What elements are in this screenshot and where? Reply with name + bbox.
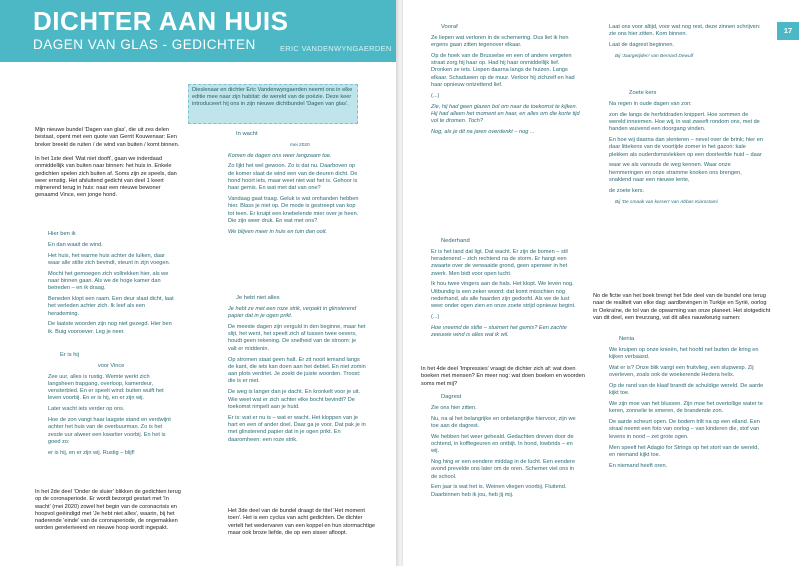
- poem-title: In wacht: [236, 131, 258, 137]
- poem-je-hebt-niet-alles: [228, 295, 366, 447]
- poem-stanza: En dan waait de wind.: [48, 241, 103, 248]
- poem-title: Er is hij: [60, 352, 80, 358]
- poem-stanza: Men speelt het Adagio for Strings op het stort van de wereld, en niemand kijkt toe.: [609, 444, 759, 458]
- body-paragraph: In het 4de deel 'Impressies' vraagt de dichter zich af: wat doen boeken met mensen? En meer nog: wat doen boeken en woorden soms met mij?: [421, 366, 585, 387]
- poem-stanza: De weg is langer dan je dacht. En kronkelt voor je uit. Wie weet wat er zich achter elke bocht bevindt? De toekomst rimpelt aan je huid.: [228, 389, 361, 410]
- poem-stanza: Laat de dagrest beginnen.: [609, 42, 675, 49]
- poem-stanza: Na regen in oude dagen van zon:: [609, 100, 692, 107]
- poem-stanza: Er is het land dat ligt. Dat wacht. Er zijn de bomen – stil heradenend – zich rechtend na de storm. Er hangt een zwaarte over de verwaaide grond, geen spenwer in het zwerk. Men bidt voor open lucht.: [431, 248, 568, 277]
- poem-stanza: Het huis, het warme huis achter de luiken, daar waar alle stilte zich bevindt, steunt in zijn voegen.: [48, 252, 171, 266]
- poem-stanza: Zie, hij had geen glazen bol om naar de toekomst te kijken. Hij had alleen het moment en haar, en alles om die korte tijd vol te dromen. Toch?: [431, 103, 580, 125]
- poem-dagrest-continued: [609, 24, 769, 64]
- poem-stanza: Op stromen staat geen halt. Er zit nooit iemand langs de kant, die iets kan doen aan het debiet. En niet zomin aan plots verdriet. Je zoekt de juiste woorden. Troost: die is er niet.: [228, 356, 366, 385]
- poem-stanza: (...): [431, 92, 440, 99]
- poem-source: Bij 'De smaak van kersen' van Abbas Kiarostami: [615, 199, 718, 205]
- poem-title: Nederhand: [441, 238, 470, 244]
- poem-stanza: Een jaar is wat het is. Weinen vliegen voorbij. Fluitend. Daarbinnen heb ik jou, heb jij mij.: [431, 484, 567, 498]
- poem-stanza: Hoe de zon vangt haar laagste stand en verdwijnt achter het huis van de overbuurman. Zo is het zesde uur alweer een kwartier voorbij. En het is goed zo:: [48, 417, 171, 445]
- poem-stanza: Zie ons hier zitten.: [431, 404, 477, 411]
- poem-stanza: de zoete kers.: [609, 187, 645, 194]
- article-author: ERIC VANDENWYNGAERDEN: [280, 44, 392, 53]
- poem-stanza: Laat ons voor altijd, voor wat nog rest, deze zinnen schrijven: zie ons hier zitten. Kom binnen.: [609, 24, 761, 38]
- poem-er-is-hij: [48, 352, 176, 461]
- poem-dagrest: [431, 394, 581, 503]
- poem-stanza: De meeste dagen zijn verguld in den beginne, maar het slijt, het went, het speelt zich af tussen twee oevers, houdt geen rekening. De snelheid van de stroom: je valt er middenin.: [228, 323, 366, 352]
- poem-stanza: Ze liepen wat verloren in de schemering. Dus liet ik hen ergens gaan zitten tegenover elkaar.: [431, 34, 569, 49]
- poem-stanza: (...): [431, 314, 440, 321]
- poem-stanza: Zo lijkt het wel gewoon. Zo is dat nu. Daarboven op de komer slaat de wind een van de deuren dicht. De hond hoort iets, maar weet niet wat het is. Gehoor is haar gemis. En wat met dat van one?: [228, 163, 358, 192]
- poem-title: Vooraf: [441, 24, 458, 30]
- right-page: [403, 0, 799, 566]
- poem-stanza: Nu, na al het belangrijke en onbelangrijke hiervoor, zijn we toe aan de dagrest.: [431, 415, 576, 429]
- poem-title: Je hebt niet alles: [236, 295, 280, 301]
- book-gutter: [396, 0, 403, 566]
- intro-text: Dieslenaar en dichter Eric Vandenwyngaerden neemt ons in elke editie mee naar zijn habitat: de wereld van de poëzie. Deze keer introduceert hij ons in zijn nieuwe dichtbundel 'Dagen van glas'.: [192, 87, 353, 108]
- poem-stanza: Ik hou twee vingers aan de hals. Het klopt. We leven nog. Uitbundig is een zeker woord: dat komt misschien nog nederhand, als alle haarden zijn gedoofd. Als we de lust weer onder ogen zien en onze zoete strijd opnieuw begint.: [431, 281, 576, 310]
- poem-stanza: Nog hing er een eendere middag in de lucht. Een eendere avond prevelde ons later om de oren. Schemer viel ons in de school.: [431, 459, 575, 480]
- poem-stanza: Nog, als je dit na jaren overdenkt – nog ...: [431, 129, 535, 136]
- poem-stanza: Mocht het gemoegen zich vollrekken hier, als we naar binnen gaan. Als we de hoge kamer dan betreden – en ik draag.: [48, 270, 169, 292]
- poem-stanza: Je hebt ze met een roze strik, verpakt in glinsterend papier dat in je ogen prikt.: [228, 305, 357, 320]
- page-number: 17: [777, 22, 799, 40]
- poem-stanza: Hoe vreemd de stilte – stuimert het gemis? Een zachte zeeuwie wind is alles wat ik wil.: [431, 324, 567, 339]
- poem-title: Dagrest: [441, 394, 462, 400]
- poem-stanza: Vandaag gaat traag. Geluk is wat omhanden hebben hier. Blass je niet op. De mode is gestreept van kop tot teen. Er kruipt een knebelende mier over je heen. Die zijn weer druk. En wat met ons?: [228, 196, 359, 224]
- poem-stanza: er is hij, en er zijn wij. Rustig – blijf!: [48, 449, 135, 456]
- poem-stanza: Wat er is? Onze blik vangt een fruitvlieg, een slupwesp. Zij overleven, zoals ook de woekerende Hedera helix.: [609, 364, 754, 379]
- body-paragraph: No de fictie van het boek brengt het 5de deel van de bundel ons terug naar de realiteit van elke dag: aardbevingen in Turkije en Syrië, oorlog in Oekraïne, de tol van de opwarming van onze planeet. Het slotgedicht van dit deel, een treurzang, vat dit alles nauwkeurig samen:: [593, 293, 771, 321]
- poem-stanza: Er is: wat er nu is – wat er wacht. Het kloppen van je hart en een of ander doel. Daar ga je voor. Dat pak je in met glinsterend papier dat in je ogen prikt. En daaromheen: een roze strik.: [228, 414, 366, 443]
- poem-stanza: zon die langs de herfstdraden knippert. Hoe sommen de wereld inneemen. Hoe wij, in wat zweeft rondom ons, met de handen wuivend een doorgang vinden.: [609, 111, 760, 133]
- body-paragraph: Mijn nieuwe bundel 'Dagen van glas', die uit zes delen bestaat, opent met een quote van Gerrit Kouwenaar: Een breker breekt de ruiten / de wind van buiten / komt binnen.: [35, 127, 180, 148]
- poem-stanza: waar we als vanouds de weg kennen. Waar onze hemmeringen en onze stramme knoken ons brengen, snaklend naar een nieuwe lente,: [609, 162, 742, 183]
- poem-date: mei 2020: [290, 142, 310, 148]
- poem-stanza: Op de rand van de klaaf brandt de schuldige wereld. De aarde kijkt toe.: [609, 382, 764, 397]
- poem-hier-ben-ik: [48, 231, 176, 340]
- poem-in-wacht: [228, 131, 360, 240]
- body-paragraph: In het 2de deel 'Onder de sluier' blikken de gedichten terug op de coronaperiode. Er wordt bezorgd gestart met 'In wacht' (mei 2020) zowel het begin van de coronacrisis en hoopvol geëindigd met 'Je hebt niet alles', waarin, bij het naderende 'einde' van de coronaperiode, de ongemakken worden gereleriveerd en nieuwe hoop wordt ingepakt.: [35, 489, 181, 532]
- body-paragraph: Het 3de deel van de bundel draagt de titel 'Het moment toen'. Het is een cyclus van acht gedichten. De dichter vertelt het wedervaren van een koppel en hun stormachtige maar ook broze liefde, die op een sisser afloopt.: [228, 508, 376, 536]
- poem-stanza: En hoe wij daarna dan slenteren – nevel over de brink; hier en daar littekens van de voortijde zomer in het gazon: kale plekken als ouderdomsvlekken op een doorleefde huid – daar: [609, 136, 763, 158]
- poem-stanza: De aarde scheurt open. De bodem trilt na op een eiland. Een straal neemt een foto van oorlog – van kinderen die, stof van levens in nood – zet grote ogen.: [609, 419, 760, 440]
- article-title: DICHTER AAN HUIS: [33, 6, 289, 36]
- article-header: [0, 0, 396, 62]
- poem-stanza: We kruipen op onze knieën, het hoofd net buiten de kring en kijken verbaasd.: [609, 346, 759, 361]
- poem-source: Bij 'Jaargetijden' van Bernard Dewulf: [615, 53, 694, 59]
- poem-dedication: voor Vince: [98, 362, 125, 369]
- poem-stanza: Op de hoek van de Brusselse en een of andere vergeten straat zorg hij haar op. Had hij haar onmiddellijk lief. Dronken ze iets. Liepen daarna langs de huizen. Langs elkaar. Schaduwen op de muur. Verloor hij zichzelf en had haar opnieuw ontzettend lief.: [431, 52, 575, 89]
- poem-nederhand: [431, 238, 581, 343]
- poem-nenia: [609, 336, 765, 473]
- poem-stanza: Beneden klopt een raam. Een deur slaat dicht, laat het verleden achter zich. Ik leef als een herademing.: [48, 296, 174, 317]
- poem-title: Hier ben ik: [48, 231, 76, 237]
- poem-stanza: We hebben het weer geheald. Gedachten dreven door de ochtend, in koffiegeuren en ontbijt. In hond, lowbrids – en wij.: [431, 433, 574, 455]
- poem-title: Nenia: [619, 336, 635, 342]
- poem-stanza: En niemand heeft oren.: [609, 462, 668, 469]
- poem-zoete-kers: [609, 90, 765, 209]
- poem-stanza: Zee uur, alles is rustig. Wemte werkt zich langsheen trapgang, overloop, kamerdeur, vensterbled. En er speelt wind: buiten wuift het leven voorbij. En er is hij, en er zijn wij.: [48, 373, 164, 402]
- body-paragraph: In het 1ste deel 'Wat niet dooft', gaan we inderdaad onmiddellijk van buiten naar binnen: het huis in. Enkele gedichten spelen zich buiten af. Soms zijn ze speels, dan weer ernstig. Het afsluitend gedicht van deel 1 keert mijmerend terug in huis: naar een nieuwe bewoner genaamd Vince, een jonge hond.: [35, 156, 177, 199]
- poem-stanza: We zijn moe van het blussen. Zijn moe het overtollige water te keren, zonnelie te smeren, de brandende zon.: [609, 401, 763, 415]
- poem-stanza: De laatste woorden zijn nog niet gezegd. Hier ben ik. Buig vooroever. Leg je neer.: [48, 321, 172, 335]
- poem-stanza: Later wacht iets verder op ons.: [48, 406, 125, 413]
- poem-vooraf: [431, 24, 581, 140]
- poem-title: Zoete kers: [629, 90, 657, 96]
- article-subtitle: DAGEN VAN GLAS - GEDICHTEN: [33, 37, 256, 52]
- left-page: [0, 0, 396, 566]
- poem-stanza: Komen de dagen ons weer langzaam toe.: [228, 152, 332, 159]
- poem-stanza: We blijven meer in huis en tuin dan ooit.: [228, 228, 328, 235]
